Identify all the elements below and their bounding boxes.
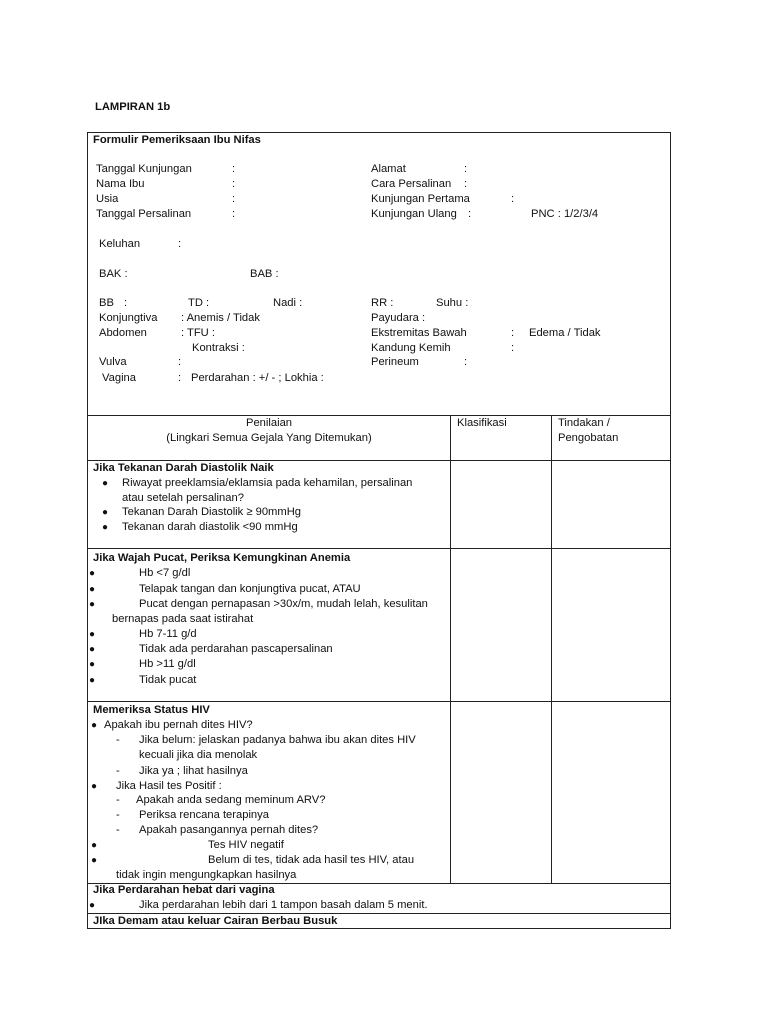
label-kontraksi: Kontraksi :	[192, 342, 245, 354]
label-vagina: Vagina	[102, 372, 137, 384]
dash-marker: -	[116, 824, 120, 836]
label-nadi: Nadi :	[273, 297, 303, 309]
column-divider-1	[450, 415, 451, 884]
label-kunjungan-ulang: Kunjungan Ulang	[371, 208, 457, 220]
bullet-icon: ●	[89, 900, 96, 911]
section-title-hiv: Memeriksa Status HIV	[93, 704, 210, 716]
list-item: Jika belum: jelaskan padanya bahwa ibu akan dites HIV	[139, 734, 416, 746]
bullet-icon: ●	[91, 781, 98, 792]
list-item: Tidak ada perdarahan pascapersalinan	[139, 643, 333, 655]
colon: :	[464, 178, 468, 190]
list-item: Riwayat preeklamsia/eklamsia pada kehamilan, persalinan	[122, 477, 413, 489]
column-divider-2	[551, 415, 552, 884]
list-item: Jika Hasil tes Positif :	[116, 780, 222, 792]
label-tanggal-kunjungan: Tanggal Kunjungan	[96, 163, 192, 175]
bullet-icon: ●	[89, 644, 96, 655]
table-border-top	[87, 132, 671, 133]
label-bb: BB	[99, 297, 114, 309]
label-alamat: Alamat	[371, 163, 406, 175]
list-item: Apakah anda sedang meminum ARV?	[136, 794, 326, 806]
dash-marker: -	[116, 765, 120, 777]
colon: :	[464, 356, 468, 368]
list-item: Tekanan darah diastolik <90 mmHg	[122, 521, 298, 533]
bullet-icon: ●	[89, 629, 96, 640]
table-border-right	[670, 132, 671, 929]
list-item: Periksa rencana terapinya	[139, 809, 269, 821]
list-item: atau setelah persalinan?	[122, 492, 244, 504]
colon: :	[232, 163, 236, 175]
label-bab: BAB :	[250, 268, 279, 280]
list-item: Jika perdarahan lebih dari 1 tampon basah dalam 5 menit.	[139, 899, 428, 911]
section-title-perdarahan: Jika Perdarahan hebat dari vagina	[93, 884, 275, 896]
bullet-icon: ●	[91, 855, 98, 866]
list-item: Tidak pucat	[139, 674, 197, 686]
row-divider	[87, 548, 671, 549]
table-border-left	[87, 132, 88, 929]
bullet-icon: ●	[89, 659, 96, 670]
colon: :	[232, 178, 236, 190]
form-title: Formulir Pemeriksaan Ibu Nifas	[93, 134, 261, 146]
table-border-bottom	[87, 928, 671, 929]
label-bak: BAK :	[99, 268, 128, 280]
colon: :	[464, 163, 468, 175]
list-item: bernapas pada saat istirahat	[112, 613, 254, 625]
header-penilaian-sub: (Lingkari Semua Gejala Yang Ditemukan)	[166, 432, 372, 444]
colon: :	[511, 342, 515, 354]
dash-marker: -	[116, 809, 120, 821]
list-item: Hb <7 g/dl	[139, 567, 191, 579]
row-divider	[87, 701, 671, 702]
colon: :	[178, 238, 182, 250]
list-item: Apakah ibu pernah dites HIV?	[104, 719, 253, 731]
colon: :	[178, 356, 182, 368]
value-konjungtiva: : Anemis / Tidak	[181, 312, 260, 324]
list-item: Pucat dengan pernapasan >30x/m, mudah lelah, kesulitan	[139, 598, 428, 610]
label-cara-persalinan: Cara Persalinan	[371, 178, 452, 190]
bullet-icon: ●	[91, 840, 98, 851]
row-divider	[87, 913, 671, 914]
label-rr: RR :	[371, 297, 394, 309]
list-item: kecuali jika dia menolak	[139, 749, 258, 761]
dash-marker: -	[116, 794, 120, 806]
colon: :	[511, 193, 515, 205]
label-tfu: : TFU :	[181, 327, 215, 339]
label-pnc: PNC : 1/2/3/4	[531, 208, 599, 220]
value-edema: Edema / Tidak	[529, 327, 601, 339]
list-item: Tekanan Darah Diastolik ≥ 90mmHg	[122, 506, 301, 518]
section-title-anemia: Jika Wajah Pucat, Periksa Kemungkinan Anemia	[93, 552, 351, 564]
dash-marker: -	[116, 734, 120, 746]
label-payudara: Payudara :	[371, 312, 426, 324]
row-divider	[87, 460, 671, 461]
header-penilaian: Penilaian	[245, 417, 293, 429]
list-item: Hb 7-11 g/d	[139, 628, 197, 640]
list-item: Jika ya ; lihat hasilnya	[139, 765, 248, 777]
colon: :	[178, 372, 182, 384]
label-tanggal-persalinan: Tanggal Persalinan	[96, 208, 192, 220]
list-item: Tes HIV negatif	[208, 839, 284, 851]
bullet-icon: ●	[89, 568, 96, 579]
header-klasifikasi: Klasifikasi	[457, 417, 507, 429]
list-item: Apakah pasangannya pernah dites?	[139, 824, 319, 836]
bullet-icon: ●	[102, 522, 109, 533]
header-tindakan: Tindakan /	[558, 417, 610, 429]
colon: :	[232, 208, 236, 220]
label-abdomen: Abdomen	[99, 327, 147, 339]
bullet-icon: ●	[89, 584, 96, 595]
label-vulva: Vulva	[99, 356, 127, 368]
section-title-demam: JIka Demam atau keluar Cairan Berbau Busuk	[93, 915, 338, 927]
label-kunjungan-pertama: Kunjungan Pertama	[371, 193, 470, 205]
label-konjungtiva: Konjungtiva	[99, 312, 158, 324]
label-nama-ibu: Nama Ibu	[96, 178, 145, 190]
label-kandung-kemih: Kandung Kemih	[371, 342, 451, 354]
list-item: Belum di tes, tidak ada hasil tes HIV, atau	[208, 854, 415, 866]
bullet-icon: ●	[89, 599, 96, 610]
label-keluhan: Keluhan	[99, 238, 141, 250]
page-heading: LAMPIRAN 1b	[95, 101, 171, 113]
list-item: Telapak tangan dan konjungtiva pucat, ATAU	[139, 583, 361, 595]
list-item: Hb >11 g/dl	[139, 658, 196, 670]
table-header-top-line	[87, 415, 671, 416]
bullet-icon: ●	[91, 720, 98, 731]
bullet-icon: ●	[89, 675, 96, 686]
label-suhu: Suhu :	[436, 297, 469, 309]
colon: :	[124, 297, 128, 309]
colon: :	[511, 327, 515, 339]
colon: :	[468, 208, 472, 220]
bullet-icon: ●	[102, 478, 109, 489]
colon: :	[232, 193, 236, 205]
label-perineum: Perineum	[371, 356, 419, 368]
label-ekstremitas: Ekstremitas Bawah	[371, 327, 467, 339]
label-td: TD :	[188, 297, 210, 309]
section-title-diastolik: Jika Tekanan Darah Diastolik Naik	[93, 462, 274, 474]
list-item: tidak ingin mengungkapkan hasilnya	[116, 869, 297, 881]
bullet-icon: ●	[102, 507, 109, 518]
label-perdarahan: Perdarahan : +/ - ; Lokhia :	[191, 372, 324, 384]
label-usia: Usia	[96, 193, 119, 205]
header-pengobatan: Pengobatan	[558, 432, 619, 444]
